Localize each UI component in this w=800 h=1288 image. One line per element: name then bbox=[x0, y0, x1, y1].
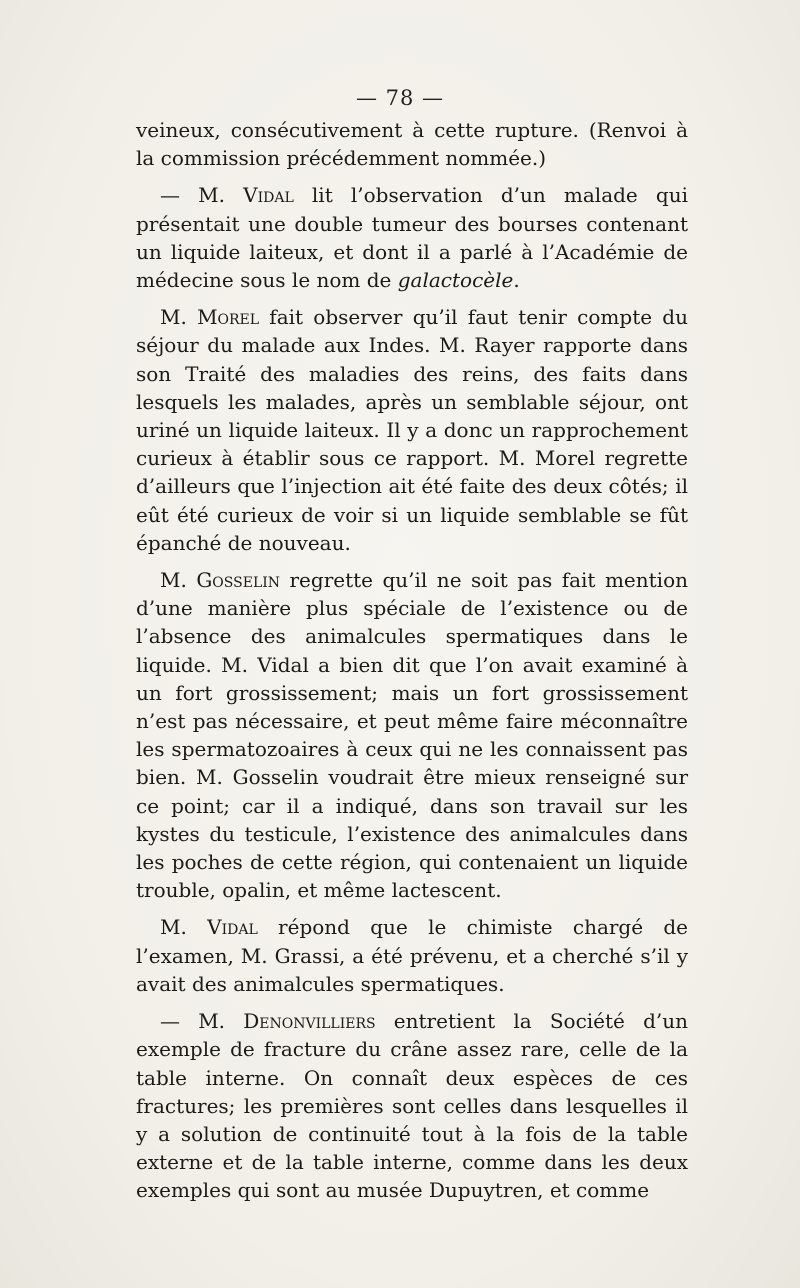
text-segment: répond que le chimiste chargé de l’examen, M. Grassi, a été prévenu, et a cherché s’il y avait des animalcules spermatiques. bbox=[136, 915, 689, 996]
text-segment: M. bbox=[160, 568, 197, 593]
text-segment: entretient la Société d’un exemple de fracture du crâne assez rare, celle de la table interne. On connaît deux espèces de ces fractures; les premières sont celles dans lesquelles il y a solution de continuité tout à la fois de la table externe et de la table interne, comme dans les deux exemples qui sont au musée Dupuytren, et comme bbox=[136, 1009, 688, 1203]
speaker-name: Morel bbox=[197, 305, 260, 330]
paragraph-p6 bbox=[136, 1007, 688, 1204]
text-segment: M. bbox=[160, 305, 198, 330]
text-body bbox=[136, 116, 688, 1214]
text-segment: M. bbox=[160, 915, 208, 940]
text-segment: fait observer qu’il faut tenir compte du séjour du malade aux Indes. M. Rayer rapporte dans son Traité des maladies des reins, des faits dans lesquels les malades, après un semblable séjour, ont uriné un liquide laiteux. Il y a donc un rapprochement curieux à établir sous ce rapport. M. Morel regrette d’ailleurs que l’injection ait été faite des deux côtés; il eût été curieux de voir si un liquide semblable se fût épanché de nouveau. bbox=[136, 305, 688, 555]
text-segment: . bbox=[513, 268, 520, 293]
paragraph-p2 bbox=[136, 181, 688, 294]
page-number: — 78 — bbox=[355, 86, 445, 110]
text-segment: lit l’observation d’un malade qui présentait une double tumeur des bourses contenant un liquide laiteux, et dont il a parlé à l’Académie de médecine sous le nom de bbox=[136, 183, 688, 293]
speaker-name: Gosselin bbox=[196, 568, 281, 593]
speaker-name: Denonvilliers bbox=[243, 1009, 376, 1034]
text-segment: regrette qu’il ne soit pas fait mention d’une manière plus spéciale de l’existence ou de l’absence des animalcules spermatiques dans le liquide. M. Vidal a bien dit que l’on avait examiné à un fort grossissement; mais un fort grossissement n’est pas nécessaire, et peut même faire méconnaître les spermatozoaires à ceux qui ne les connaissent pas bien. M. Gosselin voudrait être mieux renseigné sur ce point; car il a indiqué, dans son travail sur les kystes du testicule, l’existence des animalcules dans les poches de cette région, qui contenaient un liquide trouble, opalin, et même lactescent. bbox=[136, 568, 688, 903]
speaker-name: Vidal bbox=[207, 915, 258, 940]
paragraph-p4 bbox=[136, 566, 688, 904]
text-segment: — M. bbox=[160, 1009, 244, 1034]
paragraph-p1 bbox=[136, 116, 688, 172]
paragraph-p3 bbox=[136, 303, 688, 557]
paragraph-p5 bbox=[136, 913, 688, 998]
text-segment: veineux, consécutivement à cette rupture. (Renvoi à la commission précédemment nommée.) bbox=[136, 118, 688, 171]
text-segment: — M. bbox=[160, 183, 244, 208]
italic-term: galactocèle bbox=[397, 268, 514, 293]
speaker-name: Vidal bbox=[243, 183, 294, 208]
